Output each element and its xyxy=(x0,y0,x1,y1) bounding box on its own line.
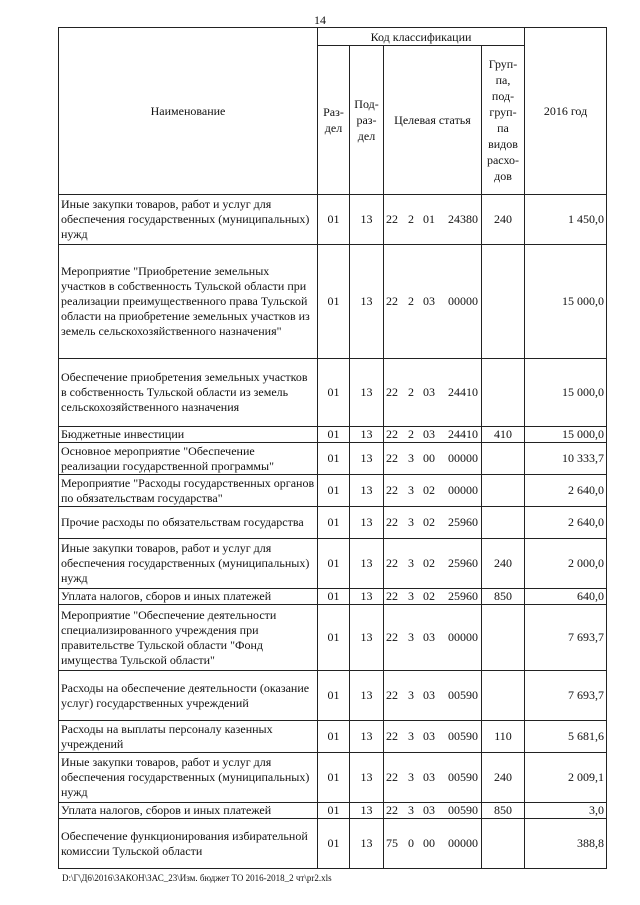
row-target xyxy=(384,245,482,359)
row-subsection: 13 xyxy=(350,443,384,475)
row-section: 01 xyxy=(318,427,350,443)
target-code: 24380 xyxy=(448,212,478,226)
target-code: 00000 xyxy=(448,451,478,465)
header-classification: Код классификации xyxy=(318,28,525,46)
row-subsection: 13 xyxy=(350,721,384,753)
target-subprogram: 2 xyxy=(408,427,414,441)
row-section: 01 xyxy=(318,671,350,721)
row-group xyxy=(482,671,525,721)
target-activity: 03 xyxy=(423,385,435,399)
target-program: 22 xyxy=(386,515,398,529)
target-activity: 03 xyxy=(423,294,435,308)
row-amount: 7 693,7 xyxy=(525,671,607,721)
target-subprogram: 3 xyxy=(408,451,414,465)
row-section: 01 xyxy=(318,605,350,671)
row-group xyxy=(482,245,525,359)
table-row xyxy=(59,589,607,605)
table-row xyxy=(59,539,607,589)
target-subprogram: 2 xyxy=(408,294,414,308)
row-target xyxy=(384,803,482,819)
header-year: 2016 год xyxy=(525,28,607,195)
table-row xyxy=(59,443,607,475)
row-section: 01 xyxy=(318,539,350,589)
target-code: 00000 xyxy=(448,836,478,850)
table-row xyxy=(59,721,607,753)
row-amount: 5 681,6 xyxy=(525,721,607,753)
row-section: 01 xyxy=(318,475,350,507)
row-name: Бюджетные инвестиции xyxy=(59,427,318,443)
page-number: 14 xyxy=(314,13,326,27)
target-activity: 03 xyxy=(423,630,435,644)
header-subsection-text: Под-раз-дел xyxy=(354,97,379,143)
target-code: 00000 xyxy=(448,630,478,644)
budget-table xyxy=(58,27,607,869)
row-group xyxy=(482,507,525,539)
row-target xyxy=(384,359,482,427)
row-group xyxy=(482,605,525,671)
table-row xyxy=(59,605,607,671)
row-group xyxy=(482,819,525,869)
row-amount: 1 450,0 xyxy=(525,195,607,245)
table-row xyxy=(59,671,607,721)
row-group: 110 xyxy=(482,721,525,753)
target-program: 22 xyxy=(386,385,398,399)
target-program: 22 xyxy=(386,212,398,226)
row-target xyxy=(384,753,482,803)
row-amount: 10 333,7 xyxy=(525,443,607,475)
row-subsection: 13 xyxy=(350,245,384,359)
row-amount: 388,8 xyxy=(525,819,607,869)
row-section: 01 xyxy=(318,195,350,245)
row-name: Иные закупки товаров, работ и услуг для обеспечения государственных (муниципальных) нужд xyxy=(59,195,318,245)
row-name: Расходы на обеспечение деятельности (оказание услуг) государственных учреждений xyxy=(59,671,318,721)
row-subsection: 13 xyxy=(350,605,384,671)
target-subprogram: 2 xyxy=(408,212,414,226)
header-subsection xyxy=(350,46,384,195)
row-target xyxy=(384,195,482,245)
header-row-top xyxy=(59,28,607,46)
target-activity: 01 xyxy=(423,212,435,226)
table-row xyxy=(59,195,607,245)
table-row xyxy=(59,475,607,507)
table-row xyxy=(59,803,607,819)
target-activity: 00 xyxy=(423,451,435,465)
row-name: Основное мероприятие "Обеспечение реализации государственной программы" xyxy=(59,443,318,475)
row-name: Мероприятие "Расходы государственных органов по обязательствам государства" xyxy=(59,475,318,507)
target-activity: 03 xyxy=(423,803,435,817)
target-code: 24410 xyxy=(448,385,478,399)
row-subsection: 13 xyxy=(350,359,384,427)
target-subprogram: 3 xyxy=(408,589,414,603)
row-group xyxy=(482,443,525,475)
target-code: 25960 xyxy=(448,589,478,603)
header-section-text: Раз-дел xyxy=(323,105,344,135)
row-amount: 2 000,0 xyxy=(525,539,607,589)
row-section: 01 xyxy=(318,803,350,819)
target-program: 22 xyxy=(386,556,398,570)
target-subprogram: 3 xyxy=(408,515,414,529)
target-code: 00000 xyxy=(448,483,478,497)
row-name: Расходы на выплаты персоналу казенных учреждений xyxy=(59,721,318,753)
target-code: 25960 xyxy=(448,556,478,570)
row-subsection: 13 xyxy=(350,589,384,605)
target-program: 22 xyxy=(386,630,398,644)
target-code: 00590 xyxy=(448,688,478,702)
header-section xyxy=(318,46,350,195)
row-amount: 640,0 xyxy=(525,589,607,605)
row-subsection: 13 xyxy=(350,507,384,539)
row-target xyxy=(384,475,482,507)
row-section: 01 xyxy=(318,721,350,753)
target-program: 75 xyxy=(386,836,398,850)
row-name: Прочие расходы по обязательствам государства xyxy=(59,507,318,539)
target-activity: 02 xyxy=(423,515,435,529)
target-code: 24410 xyxy=(448,427,478,441)
row-subsection: 13 xyxy=(350,671,384,721)
row-target xyxy=(384,427,482,443)
row-target xyxy=(384,589,482,605)
row-name: Мероприятие "Обеспечение деятельности специализированного учреждения при правительстве Тульской области "Фонд имущества Тульской области" xyxy=(59,605,318,671)
target-code: 00000 xyxy=(448,294,478,308)
row-group xyxy=(482,359,525,427)
target-subprogram: 3 xyxy=(408,483,414,497)
target-activity: 02 xyxy=(423,556,435,570)
row-subsection: 13 xyxy=(350,539,384,589)
row-section: 01 xyxy=(318,753,350,803)
target-program: 22 xyxy=(386,729,398,743)
target-program: 22 xyxy=(386,294,398,308)
table-row xyxy=(59,753,607,803)
target-code: 00590 xyxy=(448,770,478,784)
target-program: 22 xyxy=(386,688,398,702)
target-subprogram: 0 xyxy=(408,836,414,850)
target-subprogram: 3 xyxy=(408,688,414,702)
row-name: Мероприятие "Приобретение земельных участков в собственность Тульской области при реализации преимущественного права Тульской области на приобретение земельных участков из земель сельскохозяйственного назначения" xyxy=(59,245,318,359)
target-program: 22 xyxy=(386,427,398,441)
header-group-text: Груп-па, под-груп-па видов расхо-дов xyxy=(486,57,520,183)
row-amount: 15 000,0 xyxy=(525,245,607,359)
row-subsection: 13 xyxy=(350,819,384,869)
row-target xyxy=(384,539,482,589)
row-target xyxy=(384,671,482,721)
row-section: 01 xyxy=(318,819,350,869)
row-group: 410 xyxy=(482,427,525,443)
target-activity: 02 xyxy=(423,589,435,603)
row-group: 240 xyxy=(482,195,525,245)
row-amount: 3,0 xyxy=(525,803,607,819)
row-amount: 15 000,0 xyxy=(525,359,607,427)
target-subprogram: 2 xyxy=(408,385,414,399)
target-activity: 02 xyxy=(423,483,435,497)
row-target xyxy=(384,507,482,539)
table-row xyxy=(59,819,607,869)
target-program: 22 xyxy=(386,589,398,603)
target-subprogram: 3 xyxy=(408,729,414,743)
target-activity: 03 xyxy=(423,688,435,702)
row-target xyxy=(384,819,482,869)
row-name: Иные закупки товаров, работ и услуг для обеспечения государственных (муниципальных) нужд xyxy=(59,753,318,803)
row-subsection: 13 xyxy=(350,753,384,803)
header-group xyxy=(482,46,525,195)
table-body xyxy=(59,195,607,869)
target-program: 22 xyxy=(386,451,398,465)
target-activity: 03 xyxy=(423,770,435,784)
row-group xyxy=(482,475,525,507)
target-activity: 00 xyxy=(423,836,435,850)
row-name: Уплата налогов, сборов и иных платежей xyxy=(59,803,318,819)
file-path-footer: D:\Г\Д6\2016\ЗАКОН\ЗАС_23\Изм. бюджет ТО 2016-2018_2 чт\pr2.xls xyxy=(62,873,332,883)
row-amount: 2 640,0 xyxy=(525,507,607,539)
target-code: 25960 xyxy=(448,515,478,529)
target-subprogram: 3 xyxy=(408,630,414,644)
row-target xyxy=(384,605,482,671)
target-activity: 03 xyxy=(423,729,435,743)
table-row xyxy=(59,245,607,359)
table-row xyxy=(59,359,607,427)
row-section: 01 xyxy=(318,245,350,359)
row-section: 01 xyxy=(318,589,350,605)
table-row xyxy=(59,427,607,443)
target-code: 00590 xyxy=(448,729,478,743)
table-row xyxy=(59,507,607,539)
row-subsection: 13 xyxy=(350,427,384,443)
row-subsection: 13 xyxy=(350,475,384,507)
row-target xyxy=(384,721,482,753)
row-target xyxy=(384,443,482,475)
row-name: Обеспечение приобретения земельных участков в собственность Тульской области из земель сельскохозяйственного назначения xyxy=(59,359,318,427)
row-subsection: 13 xyxy=(350,195,384,245)
header-name: Наименование xyxy=(59,28,318,195)
row-section: 01 xyxy=(318,443,350,475)
row-subsection: 13 xyxy=(350,803,384,819)
row-group: 240 xyxy=(482,753,525,803)
header-target: Целевая статья xyxy=(384,46,482,195)
row-amount: 7 693,7 xyxy=(525,605,607,671)
row-group: 850 xyxy=(482,803,525,819)
target-code: 00590 xyxy=(448,803,478,817)
row-name: Иные закупки товаров, работ и услуг для обеспечения государственных (муниципальных) нужд xyxy=(59,539,318,589)
row-name: Уплата налогов, сборов и иных платежей xyxy=(59,589,318,605)
target-program: 22 xyxy=(386,483,398,497)
target-subprogram: 3 xyxy=(408,770,414,784)
row-section: 01 xyxy=(318,359,350,427)
target-subprogram: 3 xyxy=(408,803,414,817)
row-name: Обеспечение функционирования избирательной комиссии Тульской области xyxy=(59,819,318,869)
row-section: 01 xyxy=(318,507,350,539)
row-amount: 2 009,1 xyxy=(525,753,607,803)
row-amount: 2 640,0 xyxy=(525,475,607,507)
target-subprogram: 3 xyxy=(408,556,414,570)
row-amount: 15 000,0 xyxy=(525,427,607,443)
target-activity: 03 xyxy=(423,427,435,441)
row-group: 850 xyxy=(482,589,525,605)
row-group: 240 xyxy=(482,539,525,589)
target-program: 22 xyxy=(386,770,398,784)
target-program: 22 xyxy=(386,803,398,817)
